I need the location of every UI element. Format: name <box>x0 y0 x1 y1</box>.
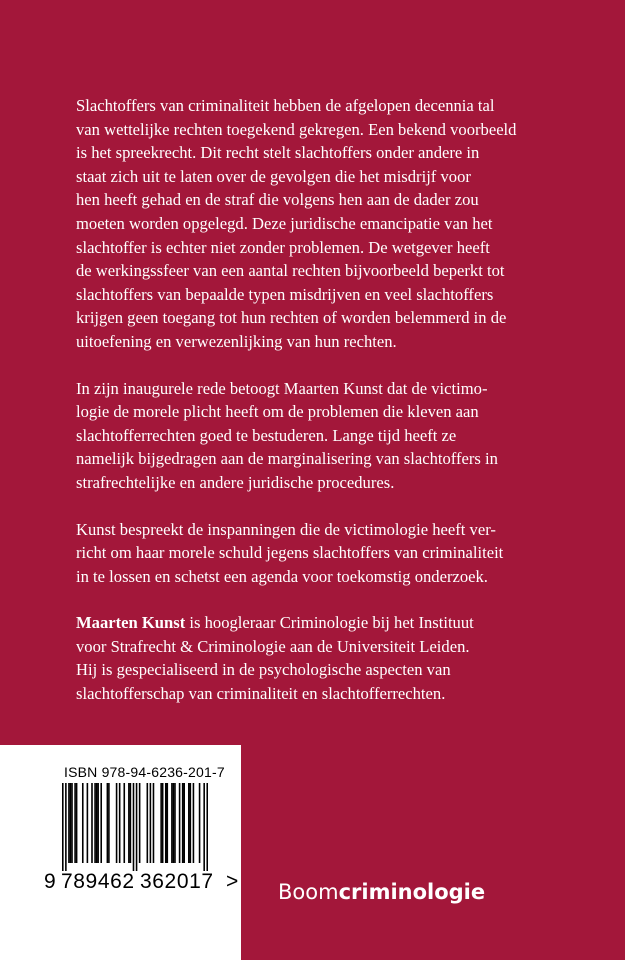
barcode-bar <box>116 783 118 863</box>
author-bio-first-rest: is hoogleraar Criminologie bij het Instituut <box>185 613 474 633</box>
blurb-line: richt om haar morele schuld jegens slachtoffers van criminaliteit <box>76 543 504 563</box>
barcode-bar <box>199 783 201 863</box>
ean13-barcode <box>62 783 208 871</box>
barcode-bar <box>107 783 109 863</box>
blurb-line: strafrechtelijke en andere juridische procedures. <box>76 472 395 492</box>
blurb-line: slachtoffer is echter niet zonder problemen. De wetgever heeft <box>76 237 490 257</box>
barcode-bar <box>203 783 205 871</box>
barcode-bar <box>71 783 73 863</box>
barcode-digits-group-right: 362017 <box>140 870 214 893</box>
barcode-bar <box>190 783 192 863</box>
blurb-line: krijgen geen toegang tot hun rechten of worden belemmerd in de <box>76 308 507 328</box>
barcode-bar <box>91 783 93 863</box>
barcode-bar <box>179 783 181 863</box>
blurb-paragraph-3 <box>76 518 576 589</box>
barcode-bar <box>174 783 176 863</box>
barcode-bar <box>165 783 167 863</box>
barcode-bar <box>160 783 162 863</box>
barcode-bar <box>133 783 135 871</box>
barcode-bar <box>182 783 184 863</box>
barcode-bar <box>96 783 98 863</box>
blurb-line: Slachtoffers van criminaliteit hebben de afgelopen decennia tal <box>76 96 495 115</box>
barcode-bar <box>193 783 195 863</box>
blurb-line: slachtofferrechten goed te bestuderen. Lange tijd heeft ze <box>76 425 457 445</box>
barcode-digits <box>44 870 239 894</box>
publisher-logo <box>278 880 485 904</box>
barcode-bar <box>173 783 175 863</box>
publisher-logo-part1: Boom <box>278 880 339 904</box>
barcode-bar <box>147 783 149 863</box>
barcode-bar <box>87 783 89 863</box>
blurb-paragraph-1 <box>76 94 576 354</box>
barcode-digits-group-left: 789462 <box>61 870 135 893</box>
blurb-line: In zijn inaugurele rede betoogt Maarten Kunst dat de victimo- <box>76 378 488 398</box>
barcode-bar <box>167 783 169 863</box>
barcode-bar <box>123 783 125 863</box>
author-name: Maarten Kunst <box>76 613 186 633</box>
barcode-bar <box>183 783 185 863</box>
barcode-bar <box>62 783 64 871</box>
blurb-paragraph-2 <box>76 377 576 495</box>
barcode-bar <box>65 783 67 871</box>
author-bio-first-line <box>76 611 576 635</box>
barcode-bar <box>153 783 155 863</box>
barcode-bar <box>68 783 70 863</box>
barcode-bar <box>128 783 130 863</box>
blurb-line: van wettelijke rechten toegekend gekregen. Een bekend voorbeeld <box>76 119 517 139</box>
blurb-line: Kunst bespreekt de inspanningen die de victimologie heeft ver- <box>76 519 496 539</box>
barcode-bar <box>136 783 138 871</box>
blurb-line: de werkingssfeer van een aantal rechten bijvoorbeeld beperkt tot <box>76 261 505 281</box>
author-bio <box>76 611 576 705</box>
blurb-line: namelijk bijgedragen aan de marginalisering van slachtoffers in <box>76 449 498 469</box>
barcode-bar <box>94 783 96 863</box>
blurb-line: moeten worden opgelegd. Deze juridische emancipatie van het <box>76 213 493 233</box>
barcode-bar <box>119 783 121 863</box>
isbn-label: ISBN 978-94-6236-201-7 <box>64 764 225 780</box>
blurb-line: Hij is gespecialiseerd in de psychologische aspecten van <box>76 660 451 680</box>
barcode-bar <box>206 783 208 871</box>
barcode-bar <box>82 783 84 863</box>
barcode-bar <box>108 783 110 863</box>
blurb-line: in te lossen en schetst een agenda voor toekomstig onderzoek. <box>76 566 488 586</box>
blurb-line: is het spreekrecht. Dit recht stelt slachtoffers onder andere in <box>76 143 480 163</box>
barcode-bar <box>97 783 99 863</box>
blurb-line: slachtofferschap van criminaliteit en slachtofferrechten. <box>76 684 446 704</box>
blurb-line: slachtoffers van bepaalde typen misdrijven en veel slachtoffers <box>76 284 494 304</box>
blurb-line: logie de morele plicht heeft om de problemen die kleven aan <box>76 402 479 422</box>
barcode-bar <box>171 783 173 863</box>
barcode-bar <box>76 783 78 863</box>
blurb-line: uitoefening en verwezenlijking van hun rechten. <box>76 331 397 351</box>
barcode-bar <box>162 783 164 863</box>
blurb-line: voor Strafrecht & Criminologie aan de Universiteit Leiden. <box>76 636 470 656</box>
blurb-line: hen heeft gehad en de straf die volgens hen aan de dader zou <box>76 190 479 210</box>
barcode-bar <box>130 783 132 863</box>
barcode-bar <box>70 783 72 863</box>
barcode-bar <box>74 783 76 863</box>
barcode-bar <box>188 783 190 863</box>
blurb-line: staat zich uit te laten over de gevolgen die het misdrijf voor <box>76 166 471 186</box>
barcode-quiet-zone-marker: > <box>226 870 239 893</box>
barcode-bar <box>100 783 102 863</box>
back-cover-blurb <box>76 94 576 729</box>
barcode-digit-first: 9 <box>44 870 57 893</box>
barcode-bar <box>150 783 152 863</box>
barcode-bar <box>139 783 141 863</box>
publisher-logo-part2: criminologie <box>338 880 486 904</box>
